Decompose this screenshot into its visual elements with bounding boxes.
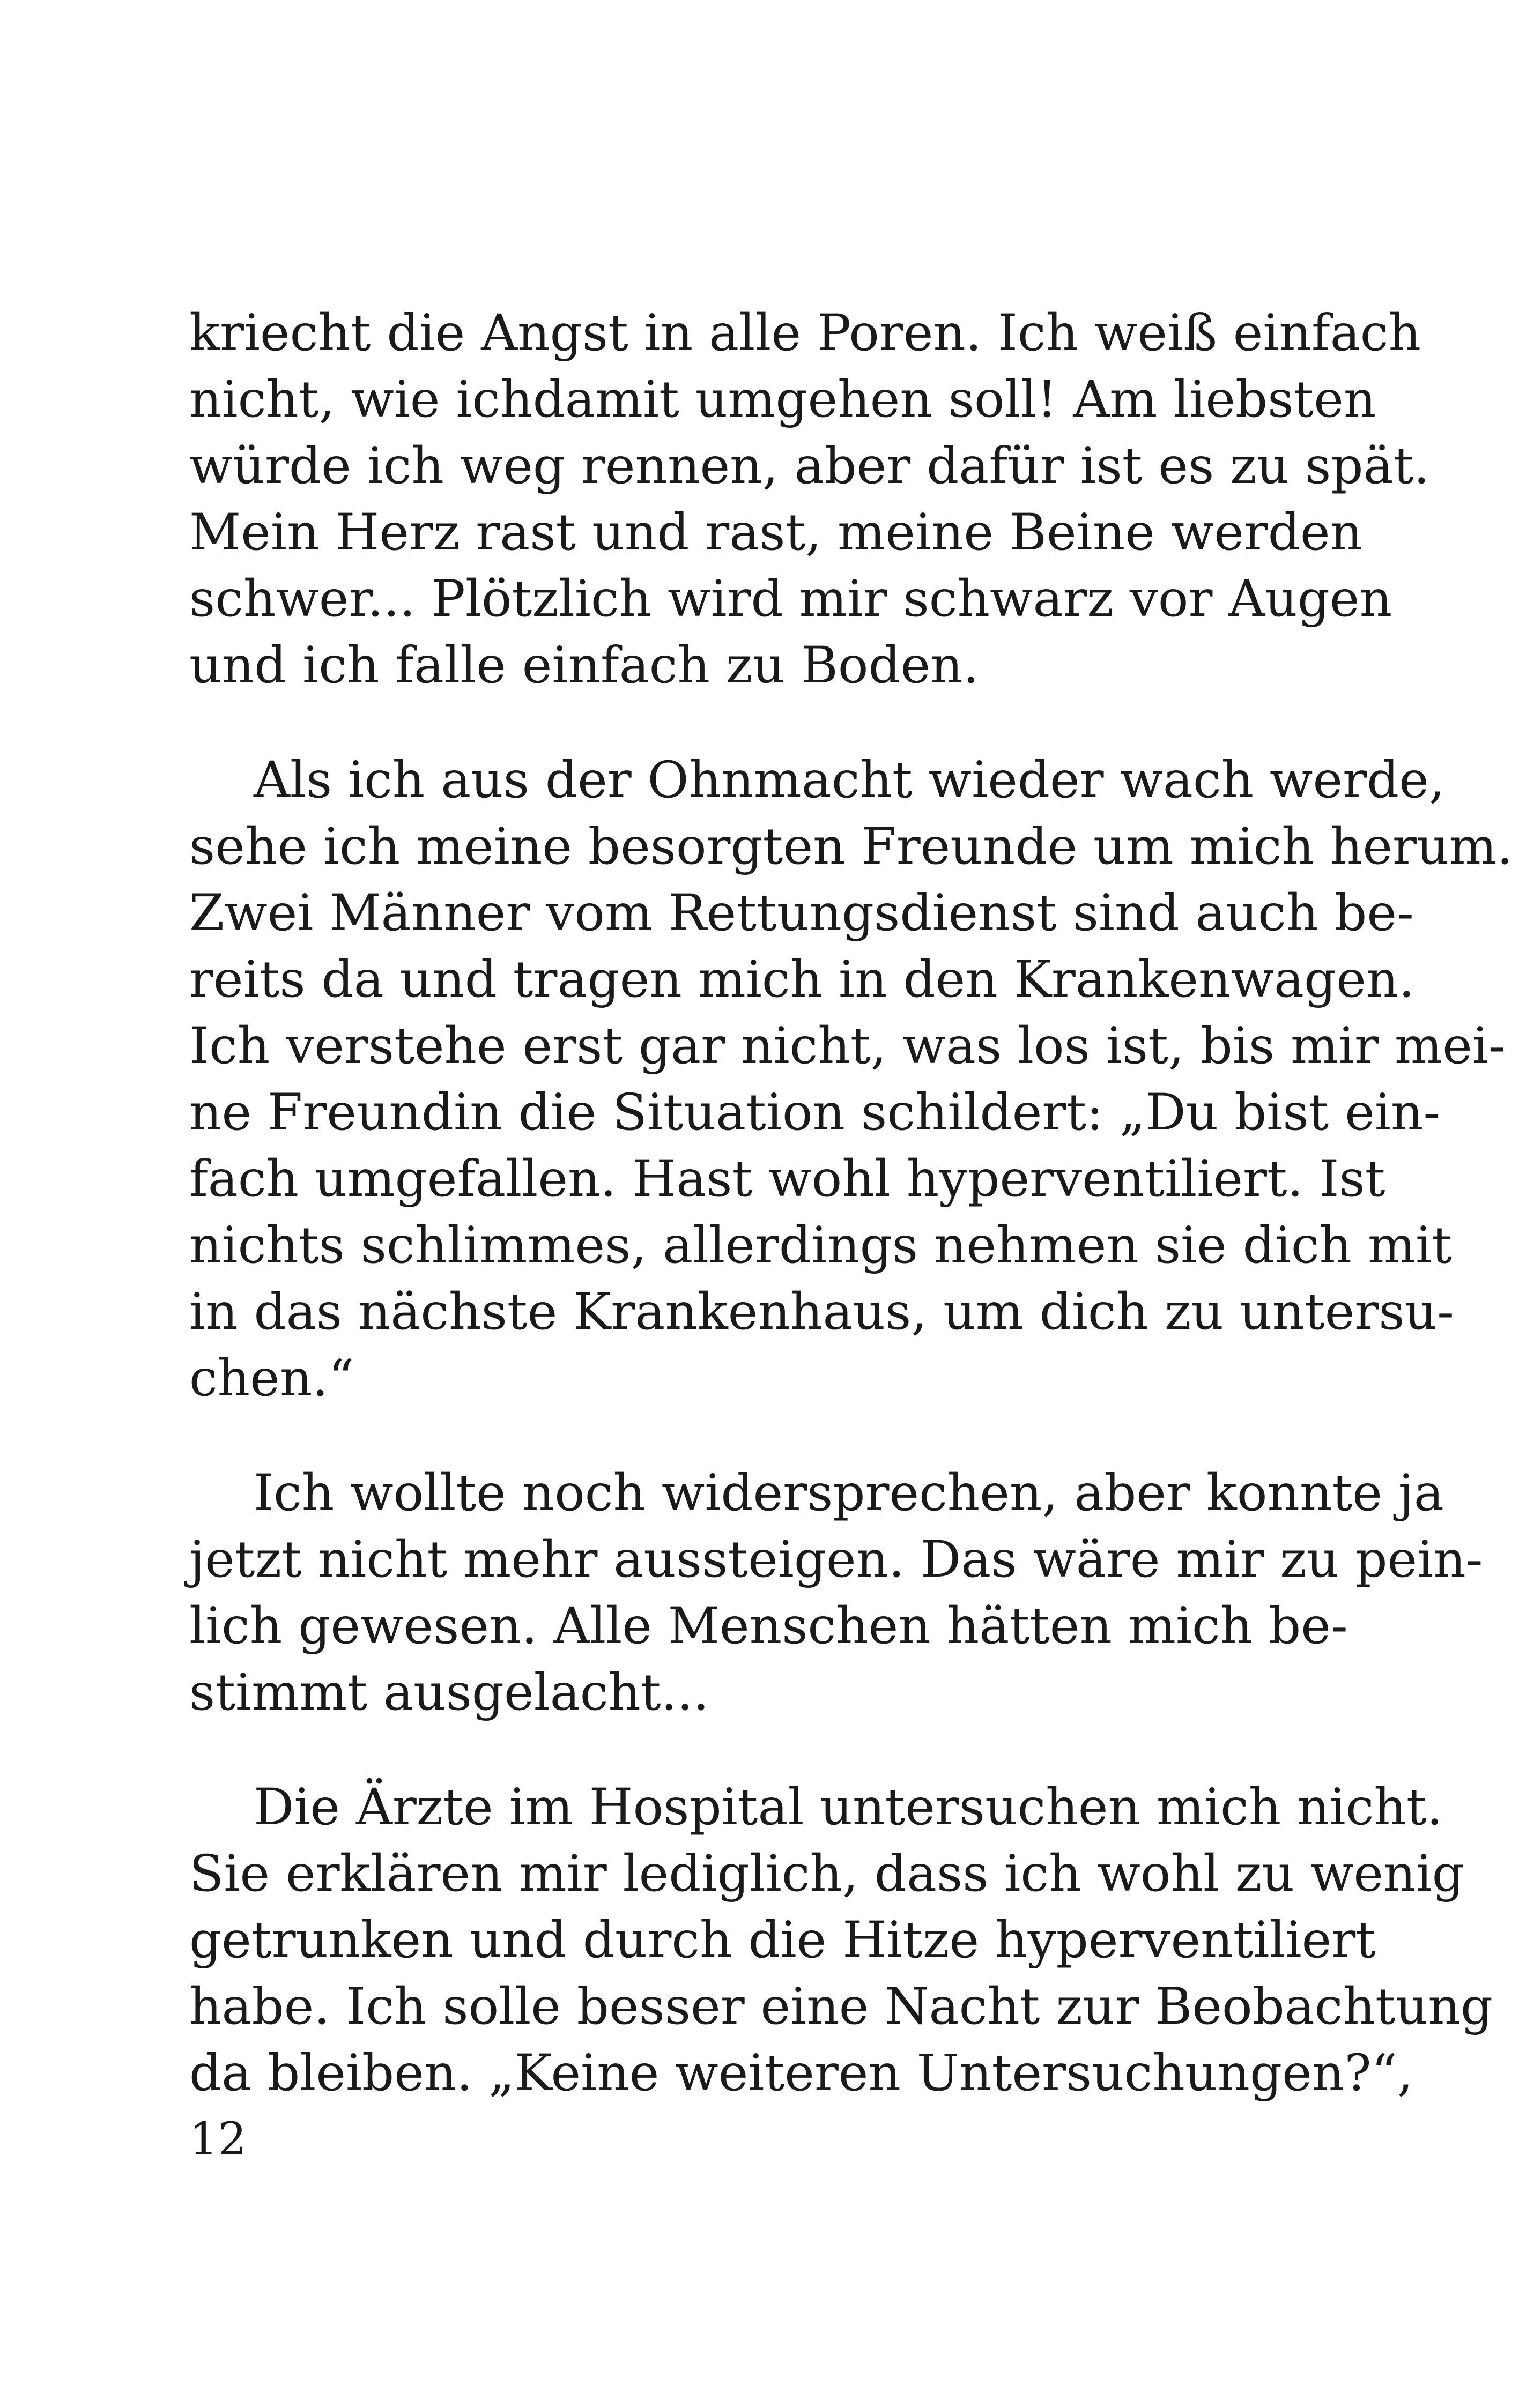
paragraph-2 <box>189 747 1513 1412</box>
paragraph-1 <box>189 300 1430 699</box>
text-line: kriecht die Angst in alle Poren. Ich weiß einfach <box>189 304 1421 362</box>
text-line: Als ich aus der Ohnmacht wieder wach werde, <box>254 751 1445 809</box>
text-line: getrunken und durch die Hitze hyperventiliert <box>189 1911 1376 1969</box>
text-line: chen.“ <box>189 1349 354 1408</box>
text-line: Ich verstehe erst gar nicht, was los ist, bis mir mei- <box>189 1017 1506 1075</box>
text-line: nicht, wie ichdamit umgehen soll! Am liebsten <box>189 370 1376 429</box>
text-line: da bleiben. „Keine weiteren Untersuchungen?“, <box>189 2044 1413 2102</box>
text-line: reits da und tragen mich in den Krankenwagen. <box>189 950 1415 1009</box>
text-line: lich gewesen. Alle Menschen hätten mich be- <box>189 1597 1348 1655</box>
text-line: Ich wollte noch widersprechen, aber konnte ja <box>254 1464 1444 1522</box>
text-line: Mein Herz rast und rast, meine Beine werden <box>189 503 1363 562</box>
text-line: jetzt nicht mehr aussteigen. Das wäre mir zu pein- <box>189 1530 1483 1589</box>
text-line: nichts schlimmes, allerdings nehmen sie dich mit <box>189 1216 1452 1275</box>
text-line: schwer... Plötzlich wird mir schwarz vor Augen <box>189 570 1392 628</box>
text-line: und ich falle einfach zu Boden. <box>189 636 979 695</box>
text-line: in das nächste Krankenhaus, um dich zu untersu- <box>189 1283 1454 1341</box>
text-line: würde ich weg rennen, aber dafür ist es zu spät. <box>189 437 1430 495</box>
text-line: fach umgefallen. Hast wohl hyperventiliert. Ist <box>189 1150 1385 1208</box>
text-line: sehe ich meine besorgten Freunde um mich herum. <box>189 817 1513 876</box>
text-line: habe. Ich solle besser eine Nacht zur Beobachtung <box>189 1978 1493 2036</box>
body-text <box>189 300 1513 2107</box>
text-line: Zwei Männer vom Rettungsdienst sind auch be- <box>189 884 1414 942</box>
text-line: Sie erklären mir lediglich, dass ich wohl zu wenig <box>189 1845 1464 1903</box>
page-number: 12 <box>189 2113 247 2165</box>
text-line: Die Ärzte im Hospital untersuchen mich nicht. <box>254 1778 1443 1837</box>
text-line: ne Freundin die Situation schildert: „Du bist ein- <box>189 1083 1441 1142</box>
paragraph-3 <box>189 1460 1483 1726</box>
paragraph-4 <box>189 1774 1493 2107</box>
text-line: stimmt ausgelacht... <box>189 1663 709 1722</box>
